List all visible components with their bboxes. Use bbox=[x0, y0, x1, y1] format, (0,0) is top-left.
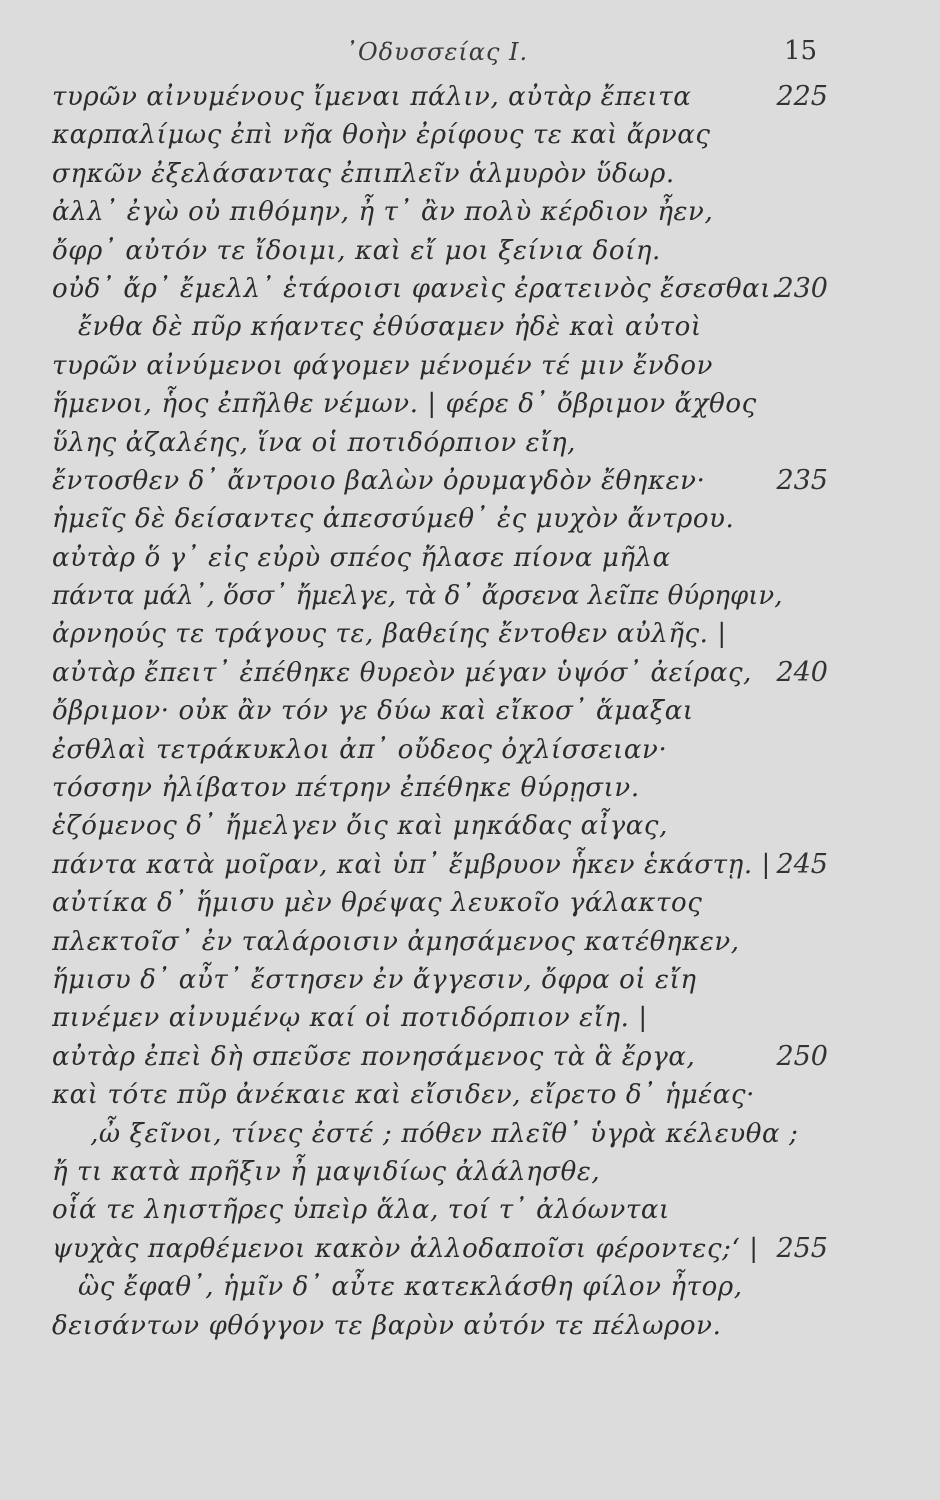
verse-text: ἐσθλαὶ τετράκυκλοι ἀπ᾽ οὔδεος ὀχλίσσειαν· bbox=[52, 734, 668, 765]
verse-line bbox=[0, 462, 940, 500]
verse-text: τυρῶν αἰνυμένους ἴμεναι πάλιν, αὐτὰρ ἔπειτα bbox=[52, 82, 692, 112]
verse-line bbox=[0, 615, 940, 653]
verse-line bbox=[0, 1153, 940, 1191]
verse-text: αὐτὰρ ἐπεὶ δὴ σπεῦσε πονησάμενος τὰ ἃ ἔργα, bbox=[52, 1041, 696, 1072]
verse-line bbox=[0, 731, 940, 769]
verse-text: ἡμεῖς δὲ δείσαντες ἀπεσσύμεθ᾽ ἐς μυχὸν ἄντρου. bbox=[52, 504, 735, 535]
line-number: 225 bbox=[776, 81, 828, 112]
verse-text: ὣς ἔφαθ᾽, ἡμῖν δ᾽ αὖτε κατεκλάσθη φίλον ἦτορ, bbox=[78, 1272, 743, 1303]
verse-text: ἥμισυ δ᾽ αὖτ᾽ ἔστησεν ἐν ἄγγεσιν, ὄφρα οἱ εἴη bbox=[52, 964, 697, 995]
verse-text: καρπαλίμως ἐπὶ νῆα θοὴν ἐρίφους τε καὶ ἄρνας bbox=[52, 120, 711, 151]
line-number: 255 bbox=[776, 1232, 828, 1264]
verse-line bbox=[0, 1115, 940, 1153]
verse-text: οὐδ᾽ ἄρ᾽ ἔμελλ᾽ ἑτάροισι φανεὶς ἐρατεινὸς ἔσεσθαι. bbox=[52, 273, 780, 304]
verse-line bbox=[0, 270, 940, 308]
verse-line bbox=[0, 1191, 940, 1229]
verse-line bbox=[0, 999, 940, 1037]
line-number: 240 bbox=[776, 656, 828, 688]
verse-text: αὐτὰρ ὅ γ᾽ εἰς εὐρὺ σπέος ἤλασε πίονα μῆλα bbox=[52, 542, 671, 573]
line-number: 250 bbox=[776, 1040, 828, 1072]
verse-line bbox=[0, 232, 940, 270]
verse-line bbox=[0, 692, 940, 730]
verse-line bbox=[0, 769, 940, 807]
verse-text: οἷά τε ληιστῆρες ὑπεὶρ ἅλα, τοί τ᾽ ἀλόωνται bbox=[52, 1195, 670, 1226]
verse-text: ἑζόμενος δ᾽ ἤμελγεν ὄις καὶ μηκάδας αἶγας, bbox=[52, 811, 668, 842]
line-number: 245 bbox=[776, 848, 828, 880]
verse-line bbox=[0, 78, 940, 116]
verse-line bbox=[0, 1076, 940, 1114]
verse-text: πινέμεν αἰνυμένῳ καί οἱ ποτιδόρπιον εἴη. | bbox=[52, 1003, 648, 1034]
verse-text: ἀρνηούς τε τράγους τε, βαθείης ἔντοθεν αὐλῆς. | bbox=[52, 619, 727, 650]
verse-text: πλεκτοῖσ᾽ ἐν ταλάροισιν ἀμησάμενος κατέθηκεν, bbox=[52, 926, 740, 957]
verse-line bbox=[0, 424, 940, 462]
verse-line bbox=[0, 961, 940, 999]
verse-line bbox=[0, 193, 940, 231]
verse-text: ψυχὰς παρθέμενοι κακὸν ἀλλοδαποῖσι φέροντες;‘ | bbox=[52, 1233, 759, 1264]
verse-line bbox=[0, 846, 940, 884]
verse-text: δεισάντων φθόγγον τε βαρὺν αὐτόν τε πέλωρον. bbox=[52, 1310, 722, 1341]
verse-block bbox=[0, 78, 940, 1345]
verse-line bbox=[0, 347, 940, 385]
verse-line bbox=[0, 923, 940, 961]
verse-text: ἔντοσθεν δ᾽ ἄντροιο βαλὼν ὀρυμαγδὸν ἔθηκεν· bbox=[52, 465, 706, 496]
verse-line bbox=[0, 884, 940, 922]
page-number: 15 bbox=[784, 36, 818, 66]
verse-text: ἥμενοι, ἧος ἐπῆλθε νέμων. | φέρε δ᾽ ὄβριμον ἄχθος bbox=[52, 389, 757, 420]
verse-line bbox=[0, 807, 940, 845]
line-number: 230 bbox=[776, 272, 828, 304]
book-title-header: ᾿Οδυσσείας Ι. bbox=[345, 38, 529, 66]
verse-line bbox=[0, 500, 940, 538]
verse-text: ‚ὦ ξεῖνοι, τίνες ἐστέ ; πόθεν πλεῖθ᾽ ὑγρὰ κέλευθα ; bbox=[90, 1118, 799, 1149]
verse-text: αὐτίκα δ᾽ ἥμισυ μὲν θρέψας λευκοῖο γάλακτος bbox=[52, 888, 703, 919]
verse-line bbox=[0, 308, 940, 346]
verse-line bbox=[0, 539, 940, 577]
verse-line bbox=[0, 1038, 940, 1076]
verse-text: τυρῶν αἰνύμενοι φάγομεν μένομέν τέ μιν ἔνδον bbox=[52, 350, 714, 381]
verse-line bbox=[0, 577, 940, 615]
verse-line bbox=[0, 654, 940, 692]
verse-line bbox=[0, 1230, 940, 1268]
verse-line bbox=[0, 1268, 940, 1306]
verse-text: ἤ τι κατὰ πρῆξιν ἦ μαψιδίως ἀλάλησθε, bbox=[52, 1156, 601, 1187]
verse-text: ὕλης ἀζαλέης, ἵνα οἱ ποτιδόρπιον εἴη, bbox=[52, 427, 577, 458]
running-head bbox=[0, 28, 940, 68]
verse-text: καὶ τότε πῦρ ἀνέκαιε καὶ εἴσιδεν, εἴρετο δ᾽ ἡμέας· bbox=[52, 1080, 755, 1111]
verse-line bbox=[0, 116, 940, 154]
verse-text: ὄβριμον· οὐκ ἂν τόν γε δύω καὶ εἴκοσ᾽ ἅμαξαι bbox=[52, 696, 694, 727]
verse-text: ὄφρ᾽ αὐτόν τε ἴδοιμι, καὶ εἴ μοι ξείνια δοίη. bbox=[52, 235, 661, 266]
verse-text: τόσσην ἠλίβατον πέτρην ἐπέθηκε θύρῃσιν. bbox=[52, 773, 640, 804]
verse-text: σηκῶν ἐξελάσαντας ἐπιπλεῖν ἁλμυρὸν ὕδωρ. bbox=[52, 158, 675, 189]
verse-text: πάντα μάλ᾽, ὅσσ᾽ ἤμελγε, τὰ δ᾽ ἄρσενα λεῖπε θύρηφιν, bbox=[52, 581, 783, 612]
verse-text: αὐτὰρ ἔπειτ᾽ ἐπέθηκε θυρεὸν μέγαν ὑψόσ᾽ ἀείρας, bbox=[52, 657, 753, 688]
verse-line bbox=[0, 1307, 940, 1345]
verse-text: ἀλλ᾽ ἐγὼ οὐ πιθόμην, ἦ τ᾽ ἂν πολὺ κέρδιον ἦεν, bbox=[52, 197, 714, 228]
verse-line bbox=[0, 155, 940, 193]
verse-line bbox=[0, 385, 940, 423]
line-number: 235 bbox=[776, 464, 828, 496]
verse-text: πάντα κατὰ μοῖραν, καὶ ὑπ᾽ ἔμβρυον ἧκεν ἑκάστῃ. | bbox=[52, 849, 771, 880]
verse-text: ἔνθα δὲ πῦρ κήαντες ἐθύσαμεν ἠδὲ καὶ αὐτοὶ bbox=[78, 312, 702, 343]
